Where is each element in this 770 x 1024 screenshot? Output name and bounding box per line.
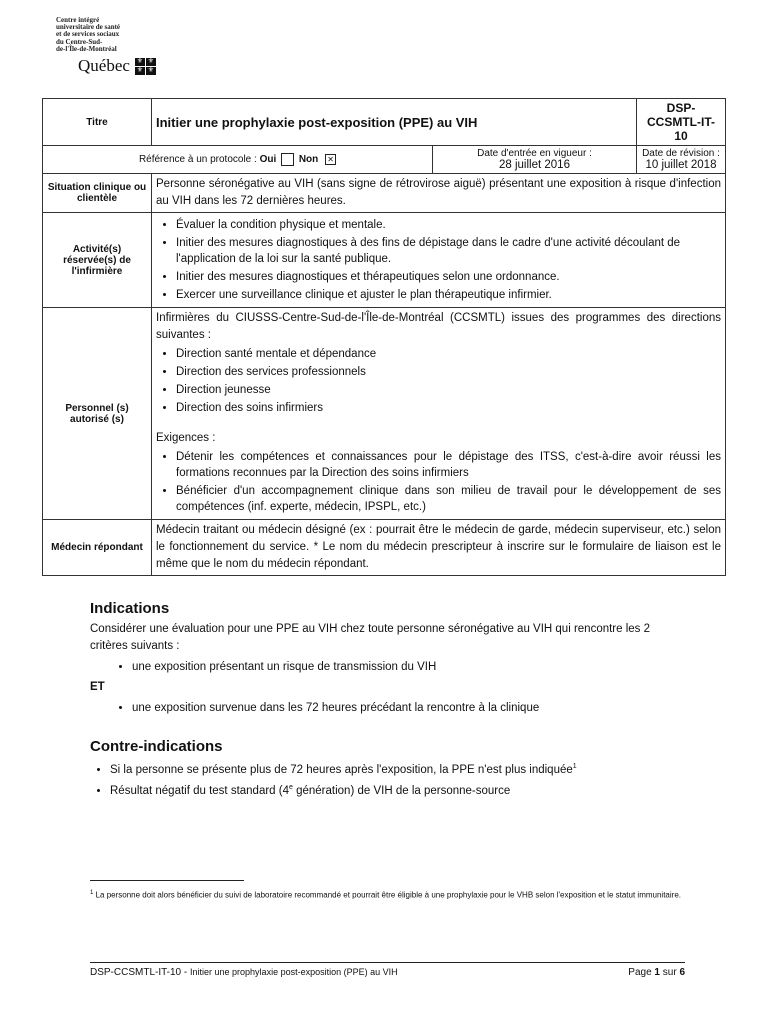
entry-date: 28 juillet 2016 [499,159,570,171]
exigences-label: Exigences : [156,432,216,444]
title-label: Titre [43,99,152,146]
activites-cell [152,213,726,308]
list-item: • Direction santé mentale et dépendance [176,346,721,362]
activites-row [43,213,726,308]
indications-heading: Indications [90,600,170,617]
footer-doc-title: DSP-CCSMTL-IT-10 - Initier une prophylaxie post-exposition (PPE) au VIH [90,967,398,978]
list-item: • Résultat négatif du test standard (4e génération) de VIH de la personne-source [110,780,690,799]
footnote-ref[interactable]: 1 [572,763,577,770]
indications-intro: Considérer une évaluation pour une PPE au VIH chez toute personne séronégative au VIH qui rencontre les 2 critères suivants : [90,623,651,652]
list-item: • Bénéficier d'un accompagnement clinique dans son milieu de travail pour le développement de ses compétences (inf. experte, médecin, IPSPL, etc.) [176,483,721,515]
et-connector: ET [90,681,105,693]
situation-row [43,174,726,213]
indications-section [90,600,690,720]
medecin-text: Médecin traitant ou médecin désigné (ex : pourrait être le médecin de garde, médecin superviseur, etc.) selon le fonctionnement du service. * Le nom du médecin prescripteur à inscrire sur le formulaire de liaison est le même que le nom du médecin répondant. [152,520,726,576]
situation-text: Personne séronégative au VIH (sans signe de rétrovirose aiguë) présentant une exposition à risque d'infection au VIH dans les 72 dernières heures. [152,174,726,213]
non-label: Non [298,154,319,166]
title-row [43,99,726,146]
doc-code: DSP-CCSMTL-IT-10 [637,99,726,146]
contre-indications-heading: Contre-indications [90,738,223,755]
doc-title: Initier une prophylaxie post-exposition (PPE) au VIH [152,99,637,146]
list-item: • Initier des mesures diagnostiques et thérapeutiques selon une ordonnance. [176,269,721,285]
list-item: • une exposition présentant un risque de transmission du VIH [132,657,690,677]
list-item: • une exposition survenue dans les 72 heures précédant la rencontre à la clinique [132,698,690,718]
logo-quebec-wordmark: Québec [78,56,130,76]
non-checkbox[interactable]: ✕ [325,154,336,165]
contre-indications-section [90,738,690,801]
footnote [90,885,695,904]
list-item: • Exercer une surveillance clinique et ajuster le plan thérapeutique infirmier. [176,287,721,303]
list-item: • Détenir les compétences et connaissances pour le dépistage des ITSS, c'est-à-dire avoir réussi les formations reconnues par la Direction des soins infirmiers [176,449,721,481]
list-item: • Direction jeunesse [176,382,721,398]
list-item: • Évaluer la condition physique et mentale. [176,217,721,233]
list-item: • Initier des mesures diagnostiques à des fins de dépistage dans le cadre d'une activité découlant de l'application de la loi sur la santé publique. [176,235,721,267]
entry-date-label: Date d'entrée en vigueur : [477,148,592,159]
medecin-row [43,520,726,576]
page-number: Page 1 sur 6 [628,967,685,978]
medecin-label: Médecin répondant [43,520,152,576]
list-item: • Si la personne se présente plus de 72 heures après l'exposition, la PPE n'est plus indiquée$^1$ [110,759,690,778]
list-item: • Direction des soins infirmiers [176,400,721,416]
revision-date-label: Date de révision : [642,148,720,159]
personnel-intro: Infirmières du CIUSSS-Centre-Sud-de-l'Île-de-Montréal (CCSMTL) issues des programmes des directions suivantes : [156,312,721,341]
reference-cell [43,146,433,174]
reference-row [43,146,726,174]
activites-label: Activité(s) réservée(s) de l'infirmière [43,213,152,308]
ciusss-logo [56,17,196,76]
list-item: • Direction des services professionnels [176,364,721,380]
footnote-divider [90,880,244,881]
page-footer [90,962,685,978]
personnel-row [43,308,726,520]
oui-label: Oui [259,154,277,166]
oui-checkbox[interactable] [281,153,294,166]
situation-label: Situation clinique ou clientèle [43,174,152,213]
personnel-cell [152,308,726,520]
entry-date-cell [433,146,637,174]
logo-org-name: Centre intégré universitaire de santé et de services sociaux du Centre-Sud- de-l'Île-de-Montréal [56,16,121,53]
personnel-label: Personnel (s) autorisé (s) [43,308,152,520]
footnote-number: 1 [90,890,94,896]
revision-date-cell [637,146,726,174]
footnote-text: La personne doit alors bénéficier du suivi de laboratoire recommandé et pourrait être éligible à une prophylaxie pour le VHB selon l'exposition et le statut immunitaire. [95,890,681,900]
reference-label: Référence à un protocole : [138,154,257,166]
revision-date: 10 juillet 2018 [645,159,717,171]
fleur-de-lis-icon: ⚜ ⚜ ⚜ ⚜ [136,57,155,74]
protocol-table [42,98,726,576]
